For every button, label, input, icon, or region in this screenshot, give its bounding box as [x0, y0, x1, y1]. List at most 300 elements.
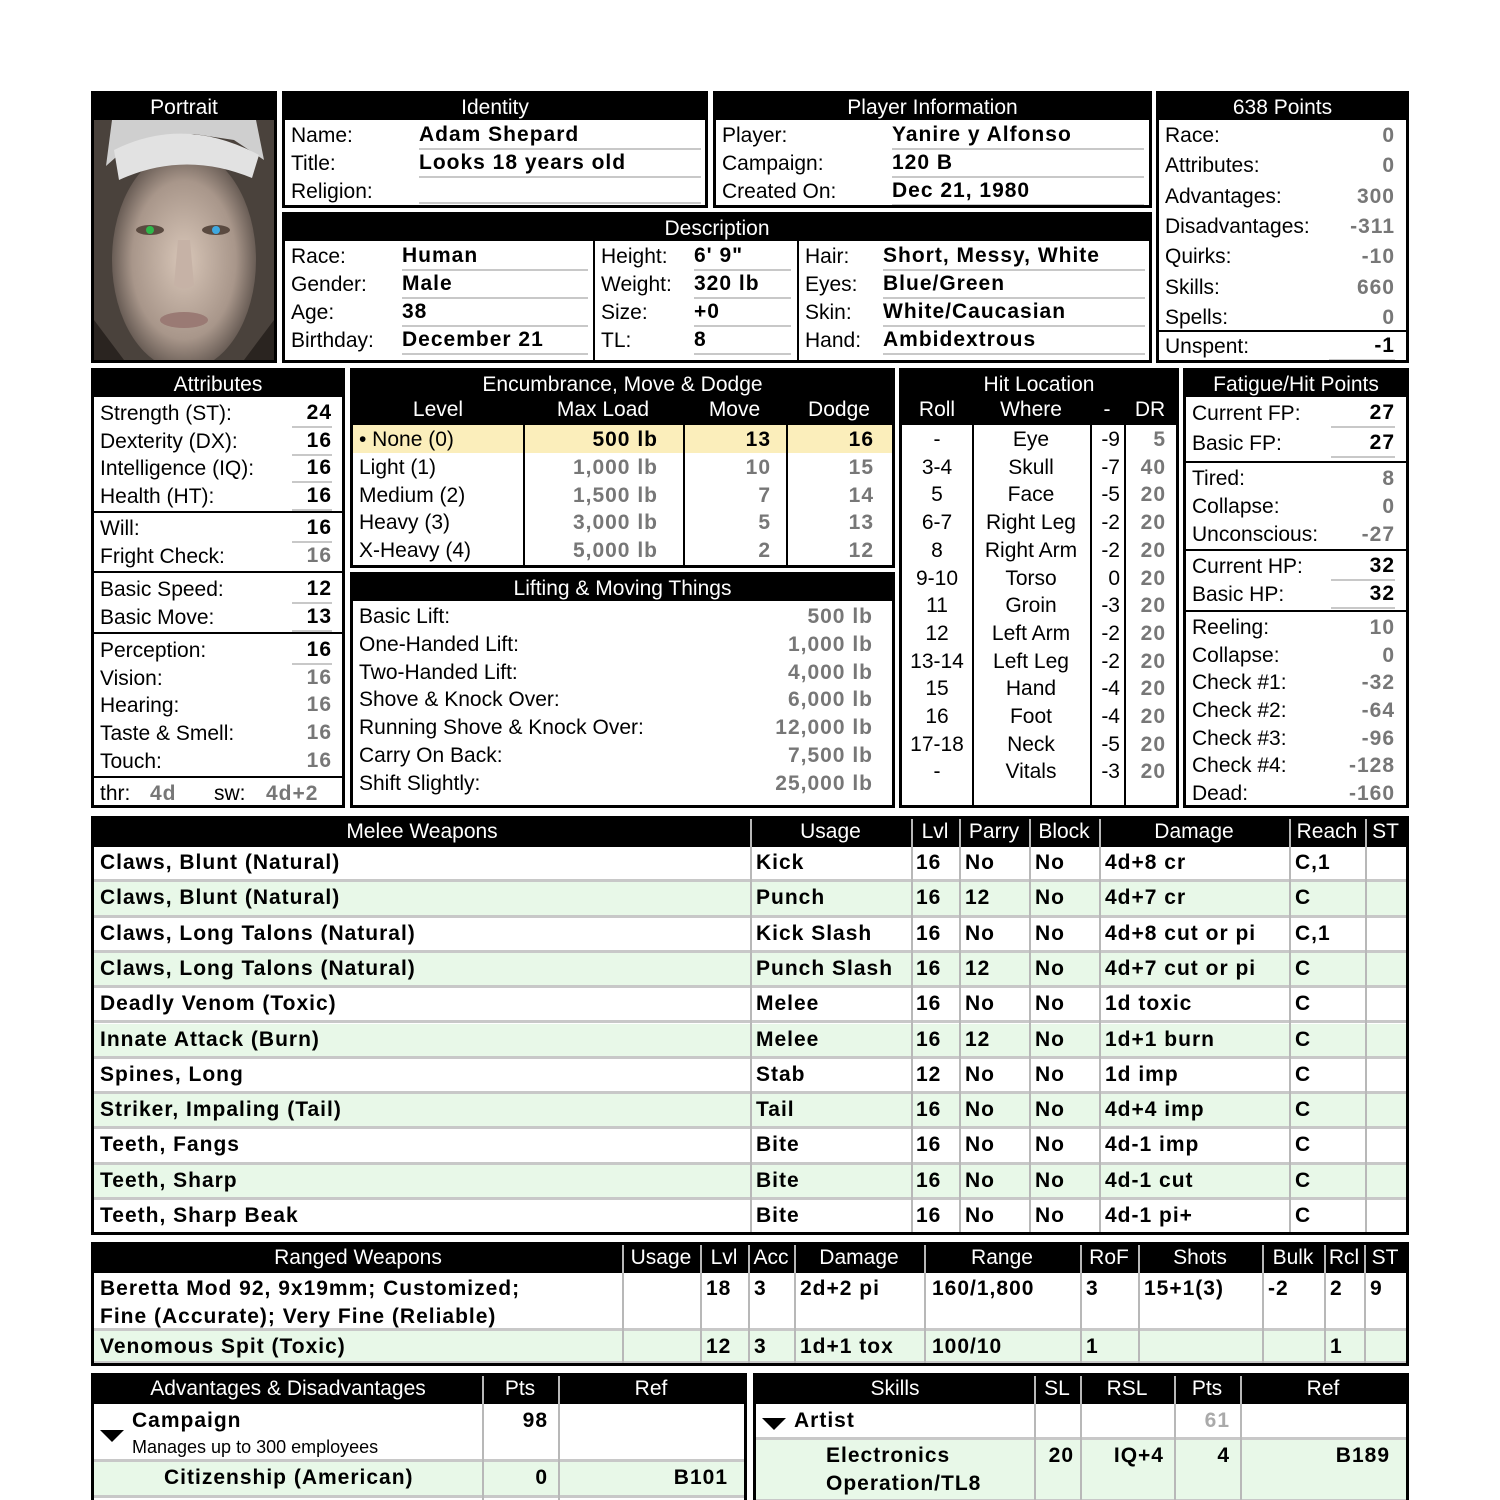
hit-roll: - — [933, 428, 941, 451]
melee-parry: 12 — [965, 956, 991, 980]
melee-lvl: 16 — [916, 1133, 942, 1157]
hit-where: Face — [1007, 483, 1055, 507]
points-row-value: 0 — [1382, 305, 1395, 329]
melee-usage: Kick — [756, 851, 805, 874]
ranged-weapon-row[interactable] — [94, 1331, 1406, 1364]
melee-usage: Punch Slash — [756, 956, 894, 980]
hit-roll: 12 — [925, 621, 949, 645]
melee-block: No — [1035, 921, 1065, 945]
points-row-value: 0 — [1382, 124, 1395, 147]
thr-label: thr: — [100, 782, 131, 805]
encumbrance-header: Encumbrance, Move & Dodge — [353, 371, 892, 397]
vision-label: Vision: — [100, 667, 163, 690]
hit-where: Neck — [1007, 732, 1055, 756]
ranged-acc: 3 — [754, 1277, 767, 1300]
hit-roll: 5 — [931, 483, 943, 507]
ranged-col-usage: Usage — [630, 1246, 692, 1269]
encumbrance-move: 5 — [758, 511, 771, 535]
attributes-panel — [91, 368, 345, 808]
fright-label: Fright Check: — [100, 545, 225, 568]
hit-roll: 11 — [926, 594, 948, 618]
hit-location-header: Hit Location — [902, 371, 1176, 397]
ranged-st: 9 — [1370, 1277, 1383, 1300]
tl-value: 8 — [694, 327, 791, 355]
ranged-range: 160/1,800 — [932, 1277, 1035, 1300]
lifting-label: Shove & Knock Over: — [359, 688, 560, 712]
skill-name: Artist — [794, 1409, 855, 1432]
advantages-header-row — [94, 1376, 744, 1404]
player-panel — [713, 91, 1152, 208]
melee-parry: No — [965, 921, 995, 945]
points-row-label: Spells: — [1165, 305, 1229, 329]
hit-dr: 20 — [1140, 705, 1166, 728]
melee-block: No — [1035, 1133, 1065, 1157]
melee-block: No — [1035, 851, 1065, 874]
fatigue-header: Fatigue/Hit Points — [1186, 371, 1406, 397]
collapse-hp-label: Collapse: — [1192, 644, 1280, 667]
sw-value: 4d+2 — [266, 782, 319, 805]
encumbrance-max-load: 500 lb — [592, 428, 658, 451]
advantage-row-campaign[interactable] — [94, 1404, 744, 1462]
skills-title: Skills — [870, 1377, 920, 1400]
ranged-col-damage: Damage — [819, 1246, 899, 1269]
fatigue-panel — [1183, 368, 1409, 808]
basic-fp-value: 27 — [1331, 430, 1395, 458]
hit-dr: 5 — [1153, 428, 1166, 451]
melee-usage: Stab — [756, 1062, 806, 1086]
ranged-damage: 1d+1 tox — [800, 1335, 894, 1358]
encumbrance-dodge: 15 — [848, 455, 874, 479]
ranged-col-rcl: Rcl — [1328, 1246, 1360, 1269]
current-hp-label: Current HP: — [1192, 555, 1303, 578]
skill-rsl: IQ+4 — [1113, 1444, 1164, 1467]
encumbrance-move: 7 — [758, 483, 771, 507]
ranged-weapon-row[interactable] — [94, 1273, 1406, 1331]
points-row-label: Race: — [1165, 124, 1220, 147]
collapse-fp-label: Collapse: — [1192, 495, 1280, 518]
points-row-label: Advantages: — [1165, 184, 1282, 208]
eyes-label: Eyes: — [805, 273, 858, 296]
hit-where: Left Leg — [993, 649, 1069, 673]
melee-damage: 4d+8 cut or pi — [1105, 921, 1257, 945]
description-header: Description — [285, 215, 1149, 241]
perception-value: 16 — [292, 637, 332, 665]
encumbrance-max-load: 5,000 lb — [572, 539, 658, 563]
tired-label: Tired: — [1192, 467, 1245, 490]
collapse-fp-value: 0 — [1382, 495, 1395, 518]
check4-label: Check #4: — [1192, 754, 1287, 777]
dx-label: Dexterity (DX): — [100, 430, 238, 453]
ranged-weapons-panel — [91, 1242, 1409, 1366]
hit-where: Vitals — [1005, 760, 1057, 784]
tl-label: TL: — [601, 329, 632, 352]
melee-name: Spines, Long — [100, 1062, 244, 1086]
melee-usage: Punch — [756, 886, 826, 910]
melee-lvl: 16 — [916, 921, 942, 945]
encumbrance-level: Light (1) — [359, 455, 437, 479]
melee-damage: 4d-1 cut — [1105, 1168, 1194, 1192]
melee-col-parry: Parry — [968, 820, 1020, 843]
melee-reach: C — [1295, 1062, 1312, 1086]
basic-hp-value: 32 — [1331, 581, 1395, 609]
advantage-ref: B101 — [673, 1466, 728, 1489]
hit-roll: 17-18 — [910, 732, 964, 756]
melee-parry: No — [965, 1133, 995, 1157]
points-row-value: 0 — [1382, 154, 1395, 178]
melee-usage: Tail — [756, 1098, 795, 1122]
melee-damage: 4d+8 cr — [1105, 851, 1187, 874]
points-row-value: 300 — [1356, 184, 1395, 208]
melee-block: No — [1035, 1204, 1065, 1227]
taste-value: 16 — [306, 721, 332, 744]
age-value: 38 — [402, 299, 588, 327]
ranged-shots: 15+1(3) — [1144, 1277, 1224, 1300]
melee-lvl: 16 — [916, 851, 942, 874]
campaign-label: Campaign: — [722, 152, 824, 175]
melee-title: Melee Weapons — [346, 820, 498, 843]
melee-block: No — [1035, 992, 1065, 1016]
move-value: 13 — [292, 604, 332, 632]
touch-label: Touch: — [100, 750, 162, 773]
advantage-row-citizenship[interactable] — [94, 1462, 744, 1498]
portrait-panel — [91, 91, 277, 363]
advantage-note: Manages up to 300 employees — [132, 1437, 379, 1457]
melee-reach: C,1 — [1295, 921, 1331, 945]
check1-label: Check #1: — [1192, 671, 1287, 694]
advantage-name: Campaign — [132, 1409, 242, 1432]
skills-col-rsl: RSL — [1106, 1377, 1148, 1400]
current-hp-value[interactable]: 32 — [1331, 553, 1395, 581]
hearing-label: Hearing: — [100, 694, 180, 717]
dx-value: 16 — [292, 428, 332, 456]
melee-parry: No — [965, 992, 995, 1016]
vision-value: 16 — [306, 666, 332, 689]
encumbrance-move: 2 — [758, 539, 771, 563]
advantages-col-ref: Ref — [634, 1377, 668, 1400]
hit-dr: 20 — [1140, 621, 1166, 645]
current-fp-value[interactable]: 27 — [1331, 400, 1395, 428]
basic-hp-label: Basic HP: — [1192, 583, 1285, 606]
hit-modifier: -2 — [1101, 621, 1120, 645]
campaign-value: 120 B — [892, 150, 1144, 178]
hit-where: Eye — [1012, 428, 1050, 451]
hit-roll: 16 — [925, 705, 949, 728]
ranged-lvl: 12 — [706, 1335, 732, 1358]
advantages-panel — [91, 1373, 747, 1500]
col-move: Move — [708, 398, 761, 421]
speed-label: Basic Speed: — [100, 578, 224, 601]
ranged-title: Ranged Weapons — [274, 1246, 442, 1269]
race-value: Human — [402, 243, 588, 271]
advantages-col-pts: Pts — [504, 1377, 536, 1400]
height-label: Height: — [601, 245, 668, 268]
melee-col-usage: Usage — [800, 820, 861, 843]
st-label: Strength (ST): — [100, 402, 232, 425]
melee-damage: 4d-1 imp — [1105, 1133, 1200, 1157]
reeling-value: 10 — [1369, 616, 1395, 639]
melee-reach: C — [1295, 1204, 1312, 1227]
melee-parry: No — [965, 1204, 995, 1227]
weight-value: 320 lb — [694, 271, 791, 299]
lifting-label: Basic Lift: — [359, 605, 451, 628]
basic-fp-label: Basic FP: — [1192, 432, 1282, 455]
melee-block: No — [1035, 1168, 1065, 1192]
advantage-name: Citizenship (American) — [164, 1466, 414, 1489]
hit-where: Foot — [1009, 705, 1053, 728]
melee-parry: 12 — [965, 1027, 991, 1051]
hit-where: Skull — [1008, 455, 1054, 479]
encumbrance-dodge: 13 — [848, 511, 874, 535]
advantage-pts: 98 — [522, 1409, 548, 1432]
melee-name: Claws, Long Talons (Natural) — [100, 956, 416, 980]
melee-lvl: 16 — [916, 1027, 942, 1051]
skin-label: Skin: — [805, 301, 852, 324]
points-row-label: Quirks: — [1165, 245, 1232, 269]
melee-damage: 4d-1 pi+ — [1105, 1204, 1193, 1227]
skills-panel — [753, 1373, 1409, 1500]
ranged-rof: 1 — [1086, 1335, 1099, 1358]
melee-parry: No — [965, 1098, 995, 1122]
size-value: +0 — [694, 299, 791, 327]
portrait-header: Portrait — [94, 94, 274, 120]
col-dr: DR — [1134, 398, 1166, 421]
encumbrance-col-headers — [353, 397, 892, 425]
melee-usage: Kick Slash — [756, 921, 873, 945]
melee-usage: Bite — [756, 1168, 800, 1192]
check2-value: -64 — [1361, 699, 1395, 722]
points-row-label: Attributes: — [1165, 154, 1260, 178]
melee-col-st: ST — [1372, 820, 1399, 843]
player-label: Player: — [722, 124, 788, 147]
current-fp-label: Current FP: — [1192, 402, 1301, 425]
hand-value: Ambidextrous — [883, 327, 1145, 355]
ranged-col-range: Range — [971, 1246, 1033, 1269]
ranged-rcl: 2 — [1330, 1277, 1343, 1300]
melee-parry: No — [965, 851, 995, 874]
encumbrance-max-load: 3,000 lb — [572, 511, 658, 535]
melee-parry: 12 — [965, 886, 991, 910]
skill-sl: 20 — [1048, 1444, 1074, 1467]
melee-reach: C — [1295, 992, 1312, 1016]
melee-reach: C — [1295, 1027, 1312, 1051]
encumbrance-dodge: 14 — [848, 483, 874, 507]
weight-label: Weight: — [601, 273, 672, 296]
ranged-rof: 3 — [1086, 1277, 1099, 1300]
lifting-value: 12,000 lb — [775, 716, 873, 740]
encumbrance-level: Medium (2) — [359, 483, 466, 507]
hit-modifier: -5 — [1101, 732, 1120, 756]
ranged-col-shots: Shots — [1173, 1246, 1227, 1269]
hit-modifier: -4 — [1101, 705, 1120, 728]
will-label: Will: — [100, 517, 140, 540]
points-row-label: Disadvantages: — [1165, 214, 1310, 238]
melee-damage: 4d+7 cut or pi — [1105, 956, 1257, 980]
encumbrance-move: 10 — [745, 455, 771, 479]
hit-where: Hand — [1005, 677, 1057, 701]
hit-modifier: -2 — [1101, 649, 1120, 673]
skills-col-pts: Pts — [1191, 1377, 1223, 1400]
melee-weapons-panel — [91, 816, 1409, 1235]
melee-name: Claws, Blunt (Natural) — [100, 851, 341, 874]
created-label: Created On: — [722, 180, 837, 203]
skill-name-line2: Operation/TL8 — [826, 1472, 982, 1495]
ranged-name: Venomous Spit (Toxic) — [100, 1335, 346, 1358]
lifting-value: 6,000 lb — [787, 688, 873, 712]
skills-col-ref: Ref — [1306, 1377, 1340, 1400]
melee-name: Striker, Impaling (Tail) — [100, 1098, 342, 1122]
portrait-image — [94, 120, 274, 360]
hit-roll: 9-10 — [915, 566, 959, 590]
points-panel — [1156, 91, 1409, 363]
points-header: 638 Points — [1159, 94, 1406, 120]
melee-name: Teeth, Sharp Beak — [100, 1204, 299, 1227]
hit-modifier: -7 — [1101, 455, 1120, 479]
melee-damage: 1d toxic — [1105, 992, 1193, 1016]
iq-value: 16 — [292, 455, 332, 483]
melee-parry: No — [965, 1062, 995, 1086]
hit-roll: 6-7 — [921, 511, 953, 535]
melee-reach: C — [1295, 1168, 1312, 1192]
col-roll: Roll — [918, 398, 956, 421]
hit-dr: 20 — [1140, 511, 1166, 535]
melee-name: Claws, Blunt (Natural) — [100, 886, 341, 910]
skills-col-sl: SL — [1044, 1377, 1070, 1400]
melee-block: No — [1035, 1098, 1065, 1122]
melee-col-damage: Damage — [1154, 820, 1234, 843]
size-label: Size: — [601, 301, 648, 324]
lifting-value: 1,000 lb — [787, 632, 873, 656]
iq-label: Intelligence (IQ): — [100, 457, 255, 480]
col-mod: - — [1103, 398, 1111, 421]
taste-label: Taste & Smell: — [100, 722, 235, 745]
melee-col-lvl: Lvl — [921, 820, 949, 843]
will-value: 16 — [292, 515, 332, 543]
melee-lvl: 16 — [916, 992, 942, 1016]
hit-dr: 20 — [1140, 760, 1166, 784]
hit-modifier: -2 — [1101, 538, 1120, 562]
advantage-pts: 0 — [535, 1466, 548, 1489]
melee-name: Deadly Venom (Toxic) — [100, 992, 337, 1016]
hit-modifier: -3 — [1101, 760, 1120, 784]
tired-value: 8 — [1382, 467, 1395, 490]
hair-value: Short, Messy, White — [883, 243, 1145, 271]
hit-modifier: -4 — [1101, 677, 1120, 701]
melee-lvl: 16 — [916, 1168, 942, 1192]
points-row-value: 660 — [1356, 275, 1395, 299]
title-value: Looks 18 years old — [419, 150, 701, 178]
attributes-header: Attributes — [94, 371, 342, 397]
melee-reach: C,1 — [1295, 851, 1331, 874]
skin-value: White/Caucasian — [883, 299, 1145, 327]
player-header: Player Information — [716, 94, 1149, 120]
touch-value: 16 — [306, 749, 332, 772]
fright-value: 16 — [306, 544, 332, 567]
hit-roll: 3-4 — [921, 455, 953, 479]
hit-dr: 20 — [1140, 677, 1166, 701]
hit-dr: 20 — [1140, 649, 1166, 673]
check1-value: -32 — [1361, 671, 1395, 694]
melee-parry: No — [965, 1168, 995, 1192]
ranged-name-line2: Fine (Accurate); Very Fine (Reliable) — [100, 1305, 497, 1328]
speed-value: 12 — [292, 576, 332, 604]
description-panel — [282, 212, 1152, 363]
melee-block: No — [1035, 886, 1065, 910]
col-where: Where — [1000, 398, 1062, 421]
hit-location-col-headers — [902, 397, 1176, 425]
melee-lvl: 16 — [916, 1098, 942, 1122]
hit-modifier: -5 — [1101, 483, 1120, 507]
encumbrance-level: • None (0) — [359, 428, 454, 451]
hit-dr: 20 — [1140, 732, 1166, 756]
encumbrance-panel — [350, 368, 895, 568]
encumbrance-level: Heavy (3) — [359, 511, 451, 535]
lifting-panel — [350, 572, 895, 808]
hit-dr: 40 — [1140, 455, 1166, 479]
unconscious-value: -27 — [1361, 523, 1395, 546]
hit-roll: - — [933, 760, 941, 784]
collapse-triangle-icon[interactable] — [100, 1430, 124, 1442]
ranged-rcl: 1 — [1330, 1335, 1343, 1358]
melee-lvl: 12 — [916, 1062, 942, 1086]
move-label: Basic Move: — [100, 606, 215, 629]
check2-label: Check #2: — [1192, 699, 1287, 722]
melee-usage: Melee — [756, 1027, 820, 1051]
melee-usage: Melee — [756, 992, 820, 1016]
points-row-label: Skills: — [1165, 275, 1220, 299]
ranged-header-row — [94, 1245, 1406, 1273]
hit-modifier: -2 — [1101, 511, 1120, 535]
hit-where: Right Arm — [984, 538, 1078, 562]
check4-value: -128 — [1348, 754, 1395, 777]
collapse-triangle-icon[interactable] — [762, 1418, 786, 1430]
melee-block: No — [1035, 1062, 1065, 1086]
hit-dr: 20 — [1140, 538, 1166, 562]
player-value: Yanire y Alfonso — [892, 122, 1144, 150]
lifting-label: One-Handed Lift: — [359, 632, 519, 656]
unconscious-label: Unconscious: — [1192, 523, 1319, 546]
birthday-value: December 21 — [402, 327, 588, 355]
hit-dr: 20 — [1140, 594, 1166, 618]
lifting-label: Running Shove & Knock Over: — [359, 716, 644, 740]
encumbrance-dodge: 12 — [848, 539, 874, 563]
melee-damage: 4d+7 cr — [1105, 886, 1187, 910]
ranged-bulk: -2 — [1268, 1277, 1289, 1300]
ht-label: Health (HT): — [100, 485, 215, 508]
hit-modifier: -9 — [1101, 428, 1120, 451]
melee-reach: C — [1295, 1133, 1312, 1157]
check3-label: Check #3: — [1192, 727, 1287, 750]
hand-label: Hand: — [805, 329, 862, 352]
hit-dr: 20 — [1140, 566, 1166, 590]
ranged-col-st: ST — [1371, 1246, 1399, 1269]
lifting-value: 4,000 lb — [787, 660, 873, 684]
melee-col-block: Block — [1038, 820, 1090, 843]
height-value: 6' 9" — [694, 243, 791, 271]
religion-label: Religion: — [291, 180, 373, 203]
skill-pts: 61 — [1204, 1409, 1230, 1432]
melee-lvl: 16 — [916, 1204, 942, 1227]
melee-block: No — [1035, 956, 1065, 980]
religion-value — [419, 178, 701, 204]
sw-label: sw: — [214, 782, 246, 805]
lifting-label: Two-Handed Lift: — [359, 660, 518, 684]
col-level: Level — [412, 398, 464, 421]
melee-damage: 1d+1 burn — [1105, 1027, 1215, 1051]
melee-usage: Bite — [756, 1133, 800, 1157]
ranged-col-lvl: Lvl — [710, 1246, 738, 1269]
skill-ref: B189 — [1335, 1444, 1390, 1467]
name-label: Name: — [291, 124, 353, 147]
